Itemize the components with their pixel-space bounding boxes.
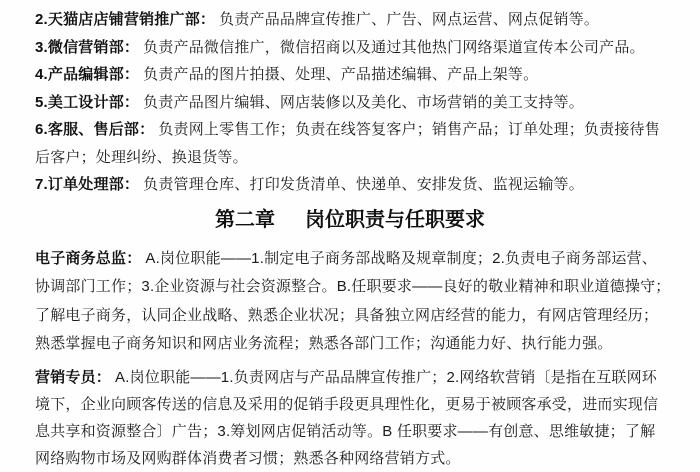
text-line bbox=[35, 34, 700, 62]
role-paragraph-list bbox=[35, 245, 700, 472]
text-line bbox=[35, 302, 700, 331]
paragraph-label: 4.产品编辑部： bbox=[35, 66, 140, 83]
text-line bbox=[35, 144, 700, 172]
dept-wechat-marketing bbox=[35, 34, 700, 62]
text-segment: 后客户；处理纠纷、换退货等。 bbox=[35, 148, 248, 166]
text-segment: 负责管理仓库、打印发货清单、快递单、安排发货、监视运输等。 bbox=[143, 176, 584, 193]
text-segment: 了解电子商务，认同企业战略、熟悉企业状况；具备独立网店经营的能力，有网店管理经历； bbox=[35, 306, 659, 324]
text-line bbox=[35, 418, 700, 445]
text-segment: 负责产品品牌宣传推广、广告、网点运营、网点促销等。 bbox=[219, 11, 600, 28]
dept-product-editing bbox=[35, 61, 700, 89]
paragraph-label: 6.客服、售后部： bbox=[35, 121, 155, 138]
text-segment: 熟悉掌握电子商务知识和网店业务流程；熟悉各部门工作；沟通能力好、执行能力强。 bbox=[35, 335, 613, 352]
chapter-title: 岗位职责与任职要求 bbox=[305, 208, 485, 231]
chapter-number: 第二章 bbox=[215, 208, 275, 231]
text-segment: 息共享和资源整合〕广告；3.筹划网店促销活动等。B 任职要求——有创意、思维敏捷；了解 bbox=[35, 422, 656, 440]
paragraph-label: 营销专员： bbox=[35, 368, 112, 386]
text-line bbox=[35, 364, 700, 391]
dept-tmall-promotion bbox=[35, 6, 700, 34]
text-line bbox=[35, 245, 700, 274]
text-line bbox=[35, 89, 700, 117]
chapter-heading bbox=[35, 206, 665, 234]
paragraph-label: 5.美工设计部： bbox=[35, 93, 140, 111]
paragraph-label: 3.微信营销部： bbox=[35, 38, 140, 56]
text-segment: 协调部门工作；3.企业资源与社会资源整合。B.任职要求——良好的敬业精神和职业道德操守； bbox=[35, 278, 671, 295]
text-segment: 负责网上零售工作；负责在线答复客户；销售产品；订单处理；负责接待售 bbox=[158, 121, 660, 138]
dept-customer-service bbox=[35, 116, 700, 171]
text-line bbox=[35, 273, 700, 302]
text-line bbox=[35, 330, 700, 359]
text-line bbox=[35, 116, 700, 144]
text-segment: 负责产品图片编辑、网店装修以及美化、市场营销的美工支持等。 bbox=[143, 93, 584, 111]
text-segment: 负责产品微信推广，微信招商以及通过其他热门网络渠道宣传本公司产品。 bbox=[143, 38, 645, 56]
role-ecommerce-director bbox=[35, 245, 700, 359]
text-line bbox=[35, 445, 700, 472]
paragraph-label: 7.订单处理部： bbox=[35, 176, 140, 193]
text-segment: A.岗位职能——1.负责网店与产品品牌宣传推广；2.网络软营销〔是指在互联网环 bbox=[115, 368, 658, 386]
text-line bbox=[35, 391, 700, 418]
text-segment: 境下，企业向顾客传送的信息及采用的促销手段更具理性化，更易于被顾客承受，进而实现信 bbox=[35, 395, 659, 413]
dept-order-processing bbox=[35, 171, 700, 199]
paragraph-label: 2.天猫店店铺营销推广部： bbox=[35, 11, 216, 28]
text-segment: A.岗位职能——1.制定电子商务部战略及规章制度；2.负责电子商务部运营、 bbox=[145, 249, 658, 267]
paragraph-label: 电子商务总监： bbox=[35, 249, 142, 267]
text-line bbox=[35, 61, 700, 89]
text-line bbox=[35, 6, 700, 34]
department-list bbox=[35, 6, 700, 199]
text-line bbox=[35, 171, 700, 199]
text-segment: 负责产品的图片拍摄、处理、产品描述编辑、产品上架等。 bbox=[143, 66, 539, 83]
dept-art-design bbox=[35, 89, 700, 117]
text-segment: 网络购物市场及网购群体消费者习惯；熟悉各种网络营销方式。 bbox=[35, 449, 461, 467]
role-marketing-specialist bbox=[35, 364, 700, 472]
